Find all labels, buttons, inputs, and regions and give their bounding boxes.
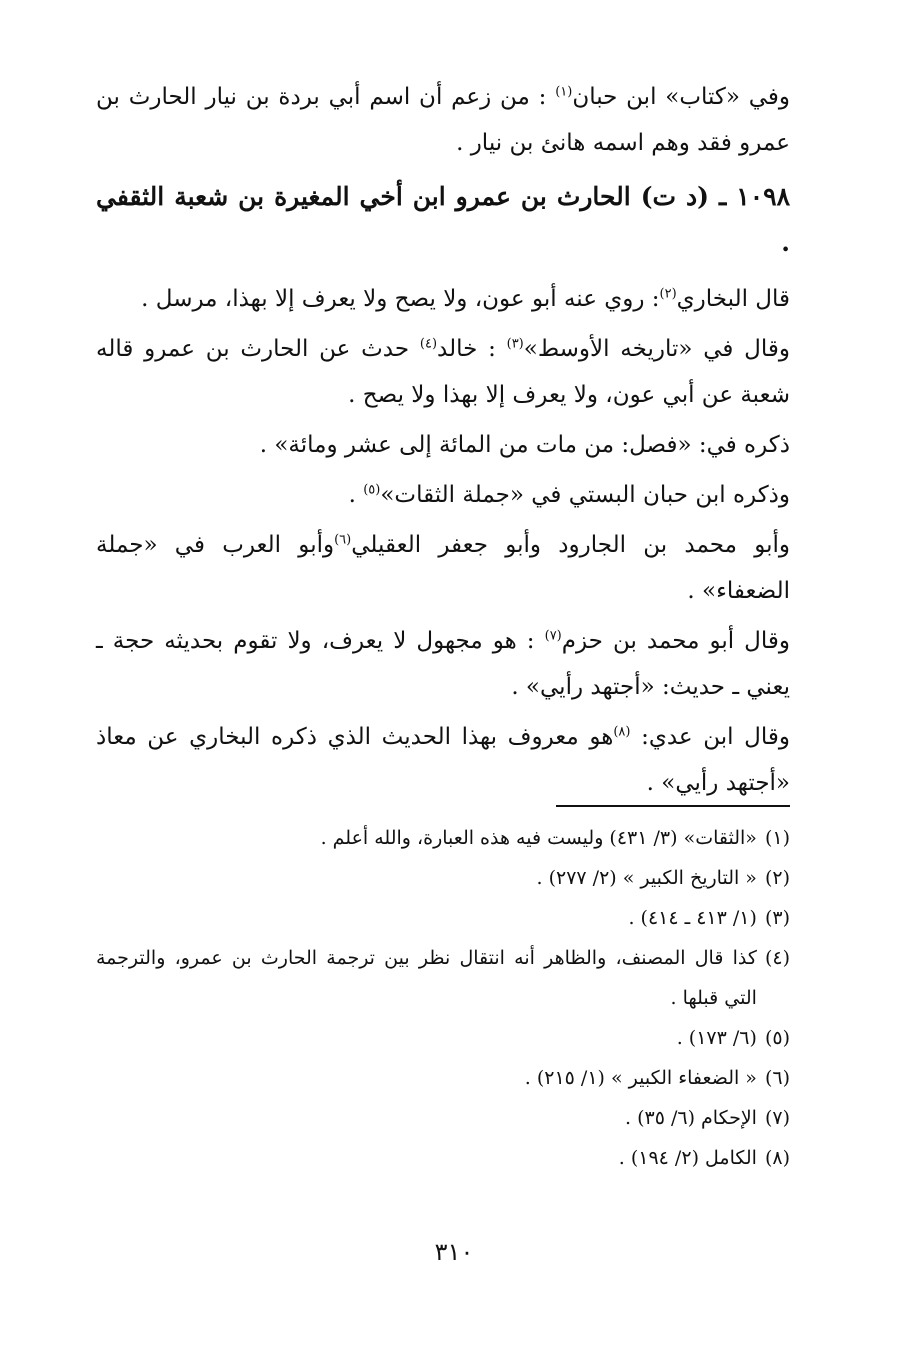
footnote-number: (٧) bbox=[764, 1107, 790, 1129]
footnote-number: (١) bbox=[764, 827, 790, 849]
footnote-number: (٣) bbox=[764, 907, 790, 929]
footnote-ref: (٣) bbox=[506, 336, 524, 352]
footnote bbox=[96, 1098, 790, 1138]
footnote-ref: (٢) bbox=[659, 286, 677, 302]
text-run: : خالد bbox=[437, 336, 507, 362]
footnote-number: (٦) bbox=[764, 1067, 790, 1089]
paragraph bbox=[96, 714, 790, 806]
text-run: وأبو العرب في «جملة الضعفاء» . bbox=[96, 532, 790, 604]
footnote-text: كذا قال المصنف، والظاهر أنه انتقال نظر بين ترجمة الحارث بن عمرو، والترجمة التي قبلها . bbox=[96, 947, 757, 1009]
entry-heading: ١٠٩٨ ـ (د ت) الحارث بن عمرو ابن أخي المغيرة بن شعبة الثقفي . bbox=[96, 182, 790, 257]
footnote bbox=[96, 818, 790, 858]
footnote-text: (١/ ٤١٣ ـ ٤١٤) . bbox=[628, 907, 757, 929]
footnote-text: الإحكام (٦/ ٣٥) . bbox=[624, 1107, 757, 1129]
footnote bbox=[96, 898, 790, 938]
text-run: وذكره ابن حبان البستي في «جملة الثقات» bbox=[380, 482, 790, 508]
paragraph bbox=[96, 522, 790, 614]
text-run: وقال ابن عدي: bbox=[630, 724, 790, 750]
text-run: وقال أبو محمد بن حزم bbox=[561, 628, 790, 654]
footnote-number: (٢) bbox=[764, 867, 790, 889]
footnote-ref: (١) bbox=[555, 84, 573, 100]
text-run: هو معروف بهذا الحديث الذي ذكره البخاري عن معاذ «أجتهد رأيي» . bbox=[96, 724, 790, 796]
text-run: قال البخاري bbox=[676, 286, 790, 312]
footnotes bbox=[96, 818, 790, 1178]
footnote bbox=[96, 1138, 790, 1178]
footnote bbox=[96, 938, 790, 1018]
footnote-ref: (٤) bbox=[419, 336, 438, 352]
footnote-text: (٦/ ١٧٣) . bbox=[676, 1027, 757, 1049]
footnote-text: الكامل (٢/ ١٩٤) . bbox=[618, 1147, 757, 1169]
text-run: : من زعم أن اسم أبي بردة بن نيار الحارث بن عمرو فقد وهم اسمه هانئ بن نيار . bbox=[96, 84, 790, 156]
footnote-text: « التاريخ الكبير » (٢/ ٢٧٧) . bbox=[536, 867, 757, 889]
text-run: : هو مجهول لا يعرف، ولا تقوم بحديثه حجة ـ يعني ـ حديث: «أجتهد رأيي» . bbox=[96, 628, 790, 700]
text-run: وقال في «تاريخه الأوسط» bbox=[523, 336, 790, 362]
footnote-text: «الثقات» (٣/ ٤٣١) وليست فيه هذه العبارة، والله أعلم . bbox=[320, 827, 757, 849]
paragraph bbox=[96, 472, 790, 518]
footnote bbox=[96, 1058, 790, 1098]
main-text bbox=[96, 74, 790, 806]
paragraph: ذكره في: «فصل: من مات من المائة إلى عشر ومائة» . bbox=[259, 432, 790, 458]
paragraph bbox=[96, 326, 790, 418]
footnote-number: (٨) bbox=[764, 1147, 790, 1169]
footnote-ref: (٦) bbox=[334, 532, 352, 548]
text-run: حدث عن الحارث بن عمرو قاله شعبة عن أبي عون، ولا يعرف إلا بهذا ولا يصح . bbox=[96, 336, 790, 408]
footnote-number: (٥) bbox=[764, 1027, 790, 1049]
footnote bbox=[96, 1018, 790, 1058]
text-run: . bbox=[348, 482, 364, 508]
text-run: : روي عنه أبو عون، ولا يصح ولا يعرف إلا بهذا، مرسل . bbox=[141, 286, 660, 312]
paragraph bbox=[96, 74, 790, 166]
footnote-number: (٤) bbox=[764, 947, 790, 969]
footnote bbox=[96, 858, 790, 898]
footnote-ref: (٥) bbox=[363, 482, 381, 498]
footnote-ref: (٧) bbox=[544, 628, 562, 644]
text-run: وفي «كتاب» ابن حبان bbox=[572, 84, 790, 110]
footnote-text: « الضعفاء الكبير » (١/ ٢١٥) . bbox=[524, 1067, 757, 1089]
page-number: ٣١٠ bbox=[434, 1238, 474, 1266]
footnote-ref: (٨) bbox=[613, 724, 631, 740]
paragraph bbox=[96, 618, 790, 710]
footnote-divider bbox=[556, 805, 790, 807]
paragraph bbox=[96, 276, 790, 322]
text-run: وأبو محمد بن الجارود وأبو جعفر العقيلي bbox=[351, 532, 790, 558]
